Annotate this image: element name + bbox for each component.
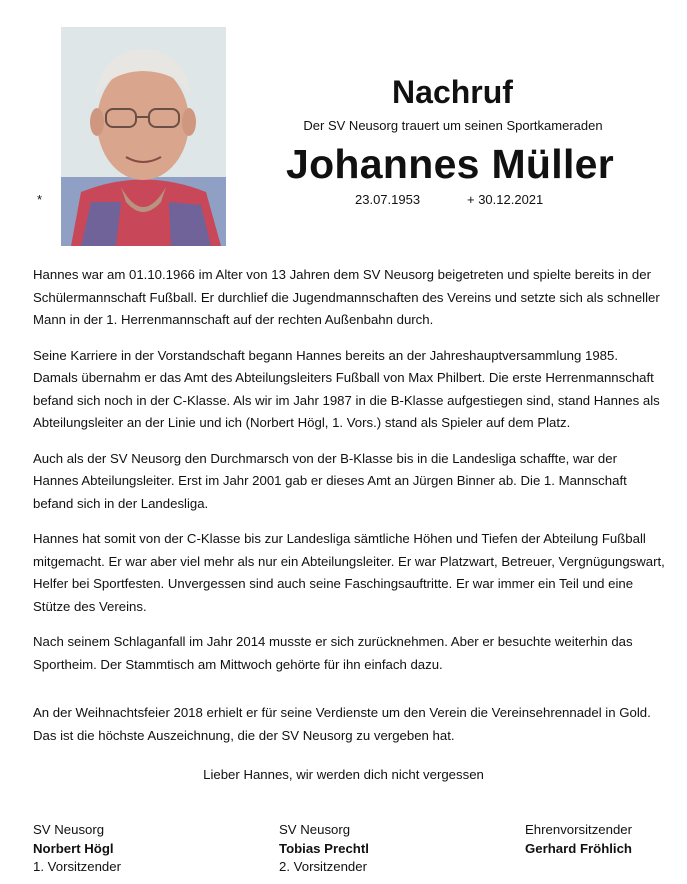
signature-org: SV Neusorg [279, 822, 351, 837]
closing-line: Lieber Hannes, wir werden dich nicht vergessen [203, 767, 484, 782]
signature-name: Norbert Högl [33, 840, 114, 856]
signature-block [525, 821, 632, 858]
paragraph: Hannes hat somit von der C-Klasse bis zur Landesliga sämtliche Höhen und Tiefen der Abteilung Fußball mitgemacht. Er war aber viel mehr als nur ein Abteilungsleiter. Er war Platzwart, Betreuer, Vergnügungswart, Helfer bei Sportfesten. Unvergessen sind auch seine Faschingsauftritte. Er war immer ein Teil und eine Stütze des Vereins. [33, 531, 665, 614]
birth-mark: * [37, 192, 43, 207]
paragraph: Nach seinem Schlaganfall im Jahr 2014 musste er sich zurücknehmen. Aber er besuchte weiterhin das Sportheim. Der Stammtisch am Mittwoch gehörte für ihn einfach dazu. [33, 634, 633, 672]
birth-date: 23.07.1953 [355, 192, 421, 207]
death-date: + 30.12.2021 [467, 192, 544, 207]
signature-block [279, 821, 369, 877]
signature-role: 1. Vorsitzender [33, 859, 121, 874]
deceased-name: Johannes Müller [285, 141, 614, 187]
signature-name: Tobias Prechtl [279, 840, 369, 856]
signature-org: SV Neusorg [33, 822, 105, 837]
portrait-photo-icon [61, 27, 226, 246]
paragraph: Auch als der SV Neusorg den Durchmarsch von der B-Klasse bis in die Landesliga schaffte, war der Hannes Abteilungsleiter. Erst im Jahr 2001 gab er dieses Amt an Jürgen Binner ab. Die 1. Mannschaft befand sich in der Landesliga. [33, 450, 627, 511]
paragraph: Seine Karriere in der Vorstandschaft begann Hannes bereits an der Jahreshauptversammlung 1985. Damals übernahm er das Amt des Abteilungsleiters Fußball von Max Philbert. Die erste Herrenmannschaft befand sich noch in der C-Klasse. Als wir im Jahr 1987 in die B-Klasse aufgestiegen sind, stand Hannes als Abteilungsleiter an der Linie und ich (Norbert Högl, 1. Vors.) stand als Spieler auf dem Platz. [33, 347, 660, 430]
paragraph: An der Weihnachtsfeier 2018 erhielt er für seine Verdienste um den Verein die Vereinsehrennadel in Gold. Das ist die höchste Auszeichnung, die der SV Neusorg zu vergeben hat. [33, 705, 651, 743]
signature-org: Ehrenvorsitzender [525, 822, 633, 837]
signature-block [33, 821, 121, 877]
signature-name: Gerhard Fröhlich [525, 840, 632, 856]
page-title: Nachruf [392, 74, 513, 110]
obituary-text [33, 264, 665, 760]
portrait-photo [61, 27, 226, 246]
subtitle: Der SV Neusorg trauert um seinen Sportkameraden [303, 118, 603, 133]
signature-role: 2. Vorsitzender [279, 859, 367, 874]
paragraph: Hannes war am 01.10.1966 im Alter von 13 Jahren dem SV Neusorg beigetreten und spielte bereits in der Schülermannschaft Fußball. Er durchlief die Jugendmannschaften des Vereins und setzte sich als schneller Mann in der 1. Herrenmannschaft auf der rechten Außenbahn durch. [33, 267, 660, 327]
